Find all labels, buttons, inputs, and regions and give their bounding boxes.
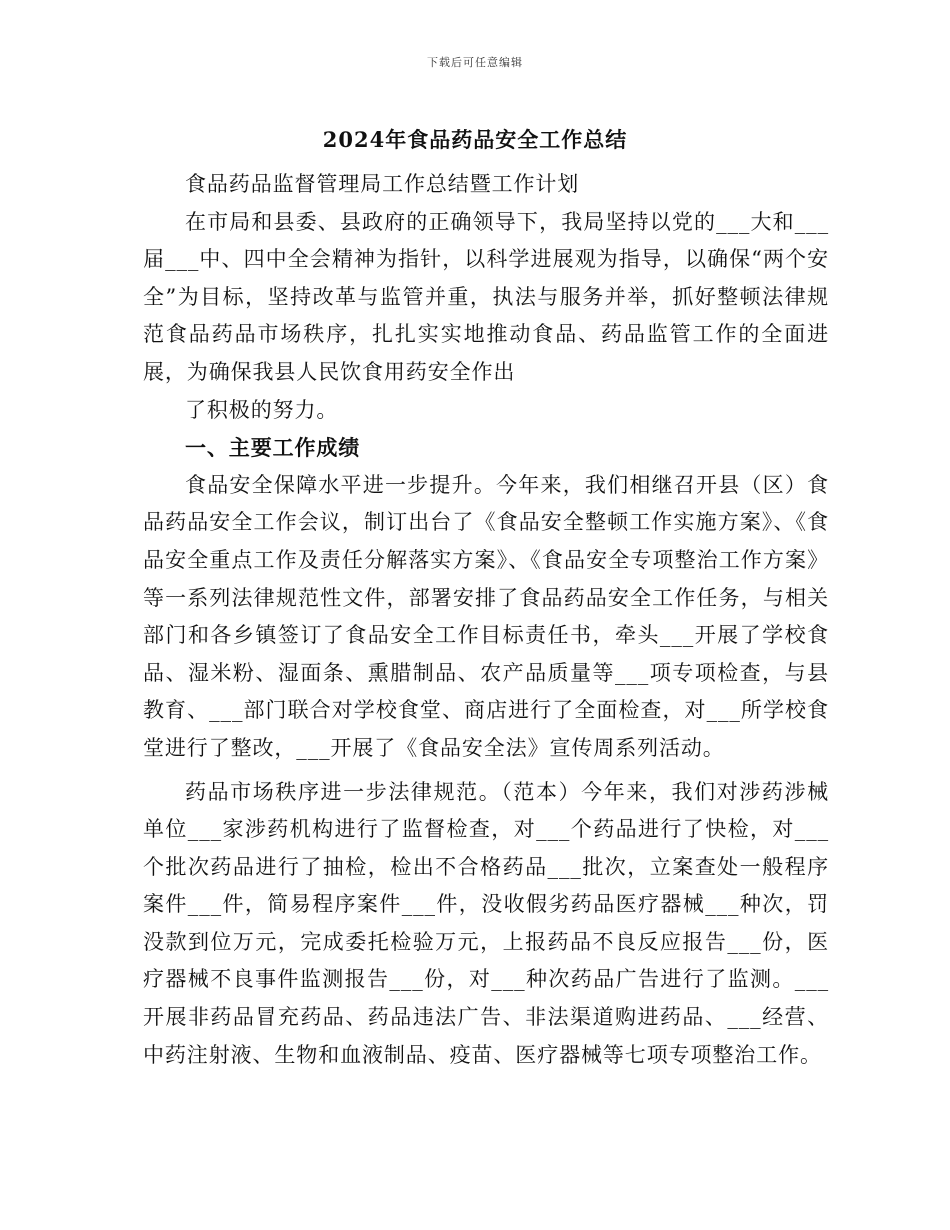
document-body xyxy=(143,166,829,1074)
document-title: 2024年食品药品安全工作总结 xyxy=(322,127,628,152)
drug-market-paragraph: 药品市场秩序进一步法律规范。（范本）今年来，我们对涉药涉械单位___家涉药机构进行了监督检查，对___个药品进行了快检，对___个批次药品进行了抽检，检出不合格药品___批次，立案查处一般程序案件___件，简易程序案件___件，没收假劣药品医疗器械___种次，罚没款到位万元，完成委托检验万元，上报药品不良反应报告___份，医疗器械不良事件监测报告___份，对___种次药品广告进行了监测。___开展非药品冒充药品、药品违法广告、非法渠道购进药品、___经营、中药注射液、生物和血液制品、疫苗、医疗器械等七项专项整治工作。 xyxy=(143,779,829,1067)
food-safety-paragraph: 食品安全保障水平进一步提升。今年来，我们相继召开县（区）食品药品安全工作会议，制订出台了《食品安全整顿工作实施方案》、《食品安全重点工作及责任分解落实方案》、《食品安全专项整治工作方案》等一系列法律规范性文件，部署安排了食品药品安全工作任务，与相关部门和各乡镇签订了食品安全工作目标责任书，牵头___开展了学校食品、湿米粉、湿面条、熏腊制品、农产品质量等___项专项检查，与县教育、___部门联合对学校食堂、商店进行了全面检查，对___所学校食堂进行了整改，___开展了《食品安全法》宣传周系列活动。 xyxy=(143,472,829,760)
subtitle-paragraph: 食品药品监督管理局工作总结暨工作计划 xyxy=(185,172,580,196)
intro-paragraph-end: 了积极的努力。 xyxy=(185,397,339,422)
intro-paragraph: 在市局和县委、县政府的正确领导下，我局坚持以党的___大和___届___中、四中全会精神为指针，以科学进展观为指导，以确保“两个安全”为目标，坚持改革与监管并重，执法与服务并举，抓好整顿法律规范食品药品市场秩序，扎扎实实地推动食品、药品监管工作的全面进展，为确保我县人民饮食用药安全作出 xyxy=(143,209,829,384)
section-heading: 一、主要工作成绩 xyxy=(185,435,361,461)
header-note: 下载后可任意编辑 xyxy=(427,56,523,69)
